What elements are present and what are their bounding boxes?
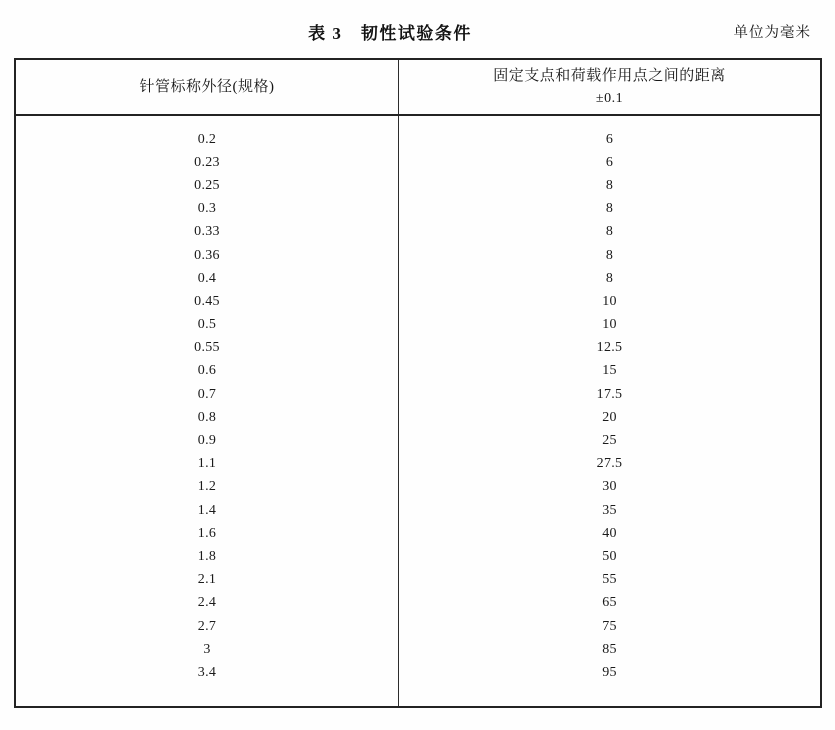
table-header-row xyxy=(16,60,820,116)
diameter-value: 0.6 xyxy=(197,363,217,379)
distance-value: 85 xyxy=(602,641,617,657)
diameter-value: 0.55 xyxy=(194,340,220,356)
diameter-value: 1.4 xyxy=(197,502,217,518)
unit-note: 单位为毫米 xyxy=(733,25,811,41)
distance-value: 8 xyxy=(605,224,614,240)
distance-value: 35 xyxy=(602,502,617,518)
conditions-table xyxy=(14,58,822,708)
table-title: 表 3 韧性试验条件 xyxy=(308,24,472,43)
diameter-value: 0.23 xyxy=(194,154,220,170)
diameter-value: 0.4 xyxy=(197,270,217,286)
header-cell-distance xyxy=(399,60,820,114)
diameter-value: 0.3 xyxy=(197,201,217,217)
diameter-value: 0.45 xyxy=(194,293,220,309)
diameter-value: 0.5 xyxy=(197,317,217,333)
table-body xyxy=(16,116,820,706)
distance-value: 25 xyxy=(602,433,617,449)
distance-tolerance-label: ±0.1 xyxy=(595,91,624,106)
diameter-value: 2.7 xyxy=(197,618,217,634)
distance-value: 12.5 xyxy=(596,340,623,356)
diameter-value: 0.9 xyxy=(197,433,217,449)
distance-value: 95 xyxy=(602,664,617,680)
distance-value: 15 xyxy=(602,363,617,379)
distance-value: 6 xyxy=(605,131,614,147)
diameter-value: 0.8 xyxy=(197,409,217,425)
distance-value: 10 xyxy=(602,317,617,333)
distance-value: 20 xyxy=(602,409,617,425)
diameter-value: 0.25 xyxy=(194,177,220,193)
diameter-value: 1.6 xyxy=(197,525,217,541)
diameter-value: 1.2 xyxy=(197,479,217,495)
distance-value: 27.5 xyxy=(596,456,623,472)
diameter-value: 0.7 xyxy=(197,386,217,402)
distance-value: 8 xyxy=(605,201,614,217)
diameter-value: 3 xyxy=(203,641,211,657)
distance-value: 6 xyxy=(605,154,614,170)
diameter-value: 0.33 xyxy=(194,224,220,240)
distance-value: 10 xyxy=(602,293,617,309)
diameter-value: 1.1 xyxy=(197,456,217,472)
diameter-value: 0.36 xyxy=(194,247,220,263)
distance-value: 75 xyxy=(602,618,617,634)
distance-column xyxy=(399,116,820,706)
diameter-value: 2.4 xyxy=(197,595,217,611)
diameter-value: 1.8 xyxy=(197,548,217,564)
diameter-value: 2.1 xyxy=(197,572,217,588)
distance-value: 55 xyxy=(602,572,617,588)
distance-value: 8 xyxy=(605,247,614,263)
diameter-value: 3.4 xyxy=(197,664,217,680)
header-cell-diameter xyxy=(16,60,399,114)
distance-value: 8 xyxy=(605,270,614,286)
diameter-header-label: 针管标称外径(规格) xyxy=(139,79,275,95)
diameter-value: 0.2 xyxy=(197,131,217,147)
distance-value: 30 xyxy=(602,479,617,495)
distance-value: 8 xyxy=(605,177,614,193)
distance-value: 65 xyxy=(602,595,617,611)
distance-value: 50 xyxy=(602,548,617,564)
diameter-column xyxy=(16,116,399,706)
distance-value: 40 xyxy=(602,525,617,541)
distance-value: 17.5 xyxy=(596,386,623,402)
distance-header-label: 固定支点和荷载作用点之间的距离 xyxy=(493,68,726,84)
